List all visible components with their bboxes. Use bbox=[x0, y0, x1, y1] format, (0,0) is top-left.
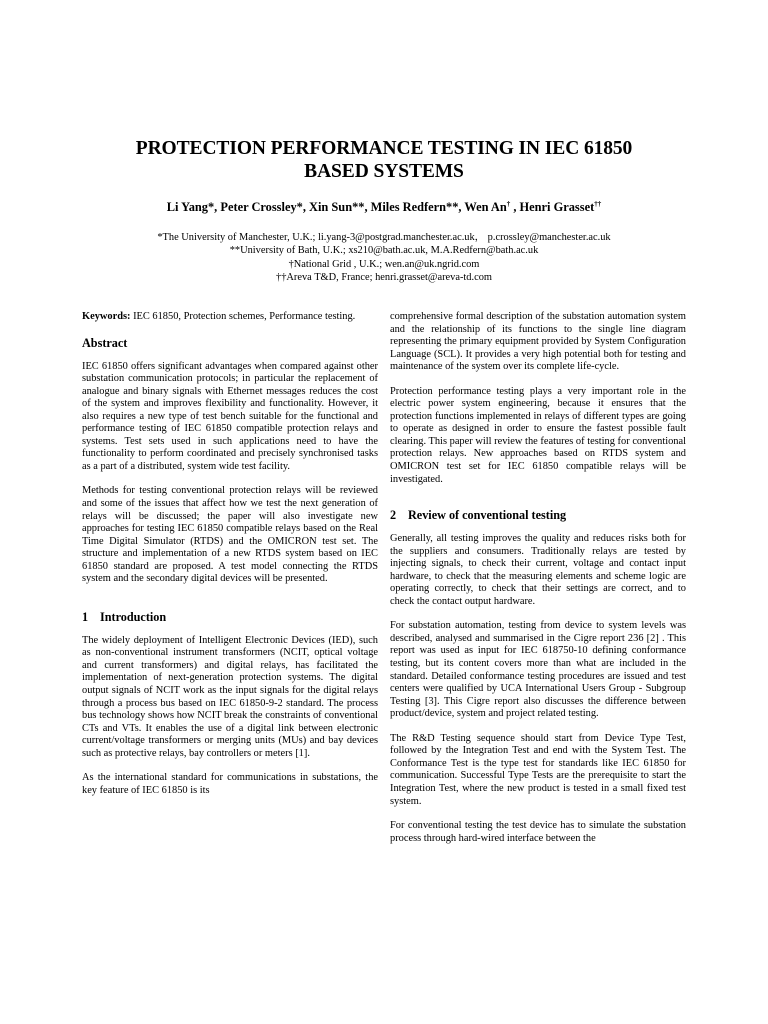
abstract-paragraph-2: Methods for testing conventional protection relays will be reviewed and some of the issues that affect how we test the next generation of relays will be discussed; the paper will also investigate new approaches for testing IEC 61850 compatible relays based on the Real Time Digital Simulator (RTDS) and the OMICRON test set. The structure and implementation of a new RTDS system based on IEC 61850 standard are proposed. A test model connecting the RTDS system and the secondary digital devices will be presented. bbox=[82, 485, 378, 585]
abstract-heading: Abstract bbox=[82, 335, 128, 350]
affiliation-bath: **University of Bath, U.K.; xs210@bath.ac.uk, M.A.Redfern@bath.ac.uk bbox=[229, 245, 539, 257]
introduction-heading bbox=[82, 610, 378, 625]
section-title: Review of conventional testing bbox=[408, 508, 567, 523]
right-column bbox=[390, 311, 686, 857]
affiliations bbox=[60, 231, 708, 284]
review-heading bbox=[390, 508, 686, 523]
author-list bbox=[60, 199, 708, 215]
affiliation-manchester: *The University of Manchester, U.K.; li.yang-3@postgrad.manchester.ac.uk， p.crossley@manchester.ac.uk bbox=[157, 232, 611, 243]
section-number: 2 bbox=[390, 508, 397, 523]
introduction-paragraph-2: As the international standard for communications in substations, the key feature of IEC 61850 is its bbox=[82, 772, 378, 796]
affiliation-national-grid: †National Grid , U.K.; wen.an@uk.ngrid.com bbox=[288, 258, 480, 270]
keywords-label: Keywords: bbox=[82, 311, 131, 322]
authors-part-1: Li Yang*, Peter Crossley*, Xin Sun**, Miles Redfern**, Wen An bbox=[166, 200, 507, 214]
section-title: Introduction bbox=[100, 609, 167, 624]
section-number: 1 bbox=[82, 609, 89, 624]
review-paragraph-2: For substation automation, testing from device to system levels was described, analysed and summarised in the Cigre report 236 [2] . This report was used as input for IEC 618750-10 defining conformance testing, but its content covers more than what are included in the standard. Detailed conformance testing procedures are issued and test centers were qualified by UCA International Users Group - Subgroup Testing [3]. This Cigre report also discusses the difference between product/device, system and project related testing. bbox=[390, 620, 686, 720]
affiliation-areva: ††Areva T&D, France; henri.grasset@areva-td.com bbox=[276, 271, 492, 283]
review-paragraph-3: The R&D Testing sequence should start from Device Type Test, followed by the Integration Test and end with the System Test. The Conformance Test is the type test for standards like IEC 61850 for communication. Successful Type Tests are the prerequisite to start the Integration Test, where the new product is tested in a small fixed test system. bbox=[390, 732, 686, 807]
protection-testing-paragraph: Protection performance testing plays a very important role in the electric power system engineering, because it ensures that the protection functions implemented in relays of different types are going to operate as designed in order to ensure the fastest possible fault clearing. This paper will review the features of testing for conventional protection relays. New approaches based on RTDS system and OMICRON test set for IEC 61850 compatible relays will be investigated. bbox=[390, 385, 686, 485]
paper-title bbox=[60, 137, 708, 183]
left-column bbox=[82, 311, 378, 809]
review-paragraph-1: Generally, all testing improves the quality and reduces risks both for the suppliers and consumers. Traditionally relays are tested by injecting signals, to check their current, voltage and contact input hardware, to check that the measuring elements and scheme logic are operating correctly, to check that their settings are correct, and to check the contact output hardware. bbox=[390, 533, 686, 607]
dagger-mark: † bbox=[506, 199, 511, 208]
double-dagger-mark: †† bbox=[594, 199, 602, 208]
continued-paragraph: comprehensive formal description of the substation automation system and the relationship of its functions to the single line diagram representing the primary equipment provided by System Configuration Language (SCL). It provides a very high potential both for testing and maintenance of the system over its complete life-cycle. bbox=[390, 311, 686, 373]
introduction-paragraph-1: The widely deployment of Intelligent Electronic Devices (IED), such as non-conventional instrument transformers (NCIT, optical voltage and current transformers) and digital relays, has facilitated the implementation of next-generation protection systems. The digital output signals of NCIT work as the input signals for the digital relays through a process bus based on IEC 61850-9-2 standard. The process bus technology shows how NCIT break the constraints of conventional CTs and VTs. It enables the use of a digital link between electronic current/voltage transformers or merging units (MUs) and bay devices such as protective relays, bay controllers or meters [1]. bbox=[82, 634, 378, 759]
keywords-text: IEC 61850, Protection schemes, Performance testing. bbox=[130, 311, 356, 322]
review-paragraph-4: For conventional testing the test device has to simulate the substation process through hard-wired interface between the bbox=[390, 820, 686, 844]
keywords bbox=[82, 311, 378, 324]
authors-part-2: , Henri Grasset bbox=[510, 200, 595, 214]
title-line-2: BASED SYSTEMS bbox=[304, 161, 464, 182]
title-line-1: PROTECTION PERFORMANCE TESTING IN IEC 61850 bbox=[135, 138, 633, 159]
abstract-paragraph-1: IEC 61850 offers significant advantages when compared against other substation communication protocols; in particular the replacement of analogue and binary signals with Ethernet messages reduces the cost of the system and improves flexibility and functionality. However, it also requires a new type of test bench suitable for the functional and performance testing of IEC 61850 compatible protection relays and systems. Test sets used in such applications need to have the functionality to perform coordinated and precisely synchronised tasks as a part of a distributed, system wide test facility. bbox=[82, 360, 378, 472]
